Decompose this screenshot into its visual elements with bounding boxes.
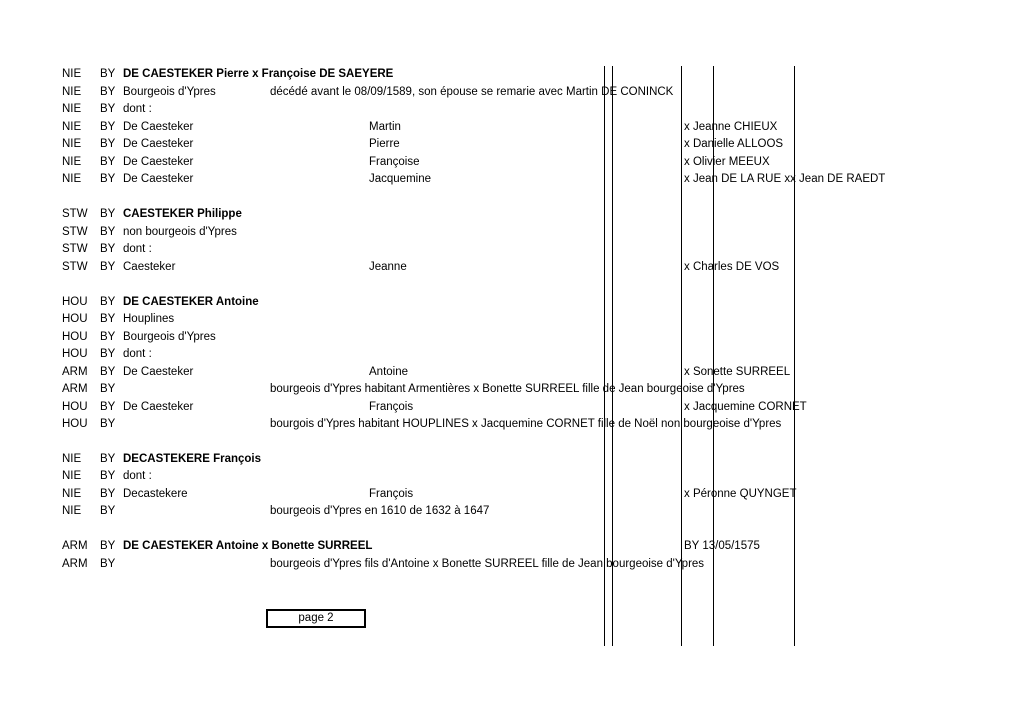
record-spouse: BY 13/05/1575 — [684, 540, 760, 552]
record-row — [0, 346, 1024, 363]
record-by: BY — [100, 558, 116, 570]
record-row — [0, 538, 1024, 555]
record-name: dont : — [123, 243, 152, 255]
record-first-name: Pierre — [369, 138, 400, 150]
record-by: BY — [100, 173, 116, 185]
record-code: NIE — [62, 453, 82, 465]
record-name: non bourgeois d'Ypres — [123, 226, 237, 238]
record-spouse: x Olivier MEEUX — [684, 156, 770, 168]
record-first-name: François — [369, 401, 414, 413]
record-by: BY — [100, 226, 116, 238]
record-code: HOU — [62, 331, 88, 343]
record-code: HOU — [62, 313, 88, 325]
record-code: NIE — [62, 121, 82, 133]
record-by: BY — [100, 296, 116, 308]
record-spouse: x Péronne QUYNGET — [684, 488, 797, 500]
record-first-name: Antoine — [369, 366, 409, 378]
record-first-name: Martin — [369, 121, 401, 133]
record-by: BY — [100, 68, 116, 80]
record-name: DECASTEKERE François — [123, 453, 262, 465]
record-row — [0, 381, 1024, 398]
record-code: NIE — [62, 505, 82, 517]
record-by: BY — [100, 331, 116, 343]
record-by: BY — [100, 401, 116, 413]
record-code: NIE — [62, 86, 82, 98]
record-code: HOU — [62, 401, 88, 413]
record-name: Bourgeois d'Ypres — [123, 86, 216, 98]
record-name: De Caesteker — [123, 121, 194, 133]
record-name: dont : — [123, 470, 152, 482]
record-code: ARM — [62, 540, 88, 552]
record-row — [0, 329, 1024, 346]
record-note: décédé avant le 08/09/1589, son épouse se remarie avec Martin DE CONINCK — [270, 86, 674, 98]
record-by: BY — [100, 366, 116, 378]
record-code: ARM — [62, 383, 88, 395]
record-spouse: x Danielle ALLOOS — [684, 138, 784, 150]
record-by: BY — [100, 243, 116, 255]
record-name: dont : — [123, 103, 152, 115]
record-name: CAESTEKER Philippe — [123, 208, 242, 220]
record-by: BY — [100, 348, 116, 360]
record-row — [0, 311, 1024, 328]
record-by: BY — [100, 418, 116, 430]
record-row — [0, 503, 1024, 520]
record-name: Caesteker — [123, 261, 176, 273]
record-row — [0, 171, 1024, 188]
record-note: bourgois d'Ypres habitant HOUPLINES x Jacquemine CORNET fille de Noël non bourgeoise d'Ypres — [270, 418, 782, 430]
record-spouse: x Jacquemine CORNET — [684, 401, 807, 413]
record-by: BY — [100, 103, 116, 115]
record-by: BY — [100, 86, 116, 98]
record-by: BY — [100, 488, 116, 500]
record-code: NIE — [62, 173, 82, 185]
record-note: bourgeois d'Ypres fils d'Antoine x Bonette SURREEL fille de Jean bourgeoise d'Ypres — [270, 558, 705, 570]
record-code: NIE — [62, 470, 82, 482]
record-first-name: Jeanne — [369, 261, 407, 273]
record-code: HOU — [62, 348, 88, 360]
record-by: BY — [100, 156, 116, 168]
record-name: Decastekere — [123, 488, 188, 500]
record-code: STW — [62, 226, 88, 238]
page-number-box — [266, 609, 366, 628]
record-code: ARM — [62, 558, 88, 570]
record-code: STW — [62, 243, 88, 255]
record-name: DE CAESTEKER Antoine x Bonette SURREEL — [123, 540, 373, 552]
record-name: Bourgeois d'Ypres — [123, 331, 216, 343]
record-by: BY — [100, 470, 116, 482]
record-row — [0, 294, 1024, 311]
record-by: BY — [100, 453, 116, 465]
record-code: STW — [62, 208, 88, 220]
record-row — [0, 101, 1024, 118]
record-by: BY — [100, 138, 116, 150]
record-code: HOU — [62, 296, 88, 308]
record-spouse: x Sonette SURREEL — [684, 366, 791, 378]
record-row — [0, 399, 1024, 416]
record-name: Houplines — [123, 313, 175, 325]
record-row — [0, 206, 1024, 223]
record-name: De Caesteker — [123, 173, 194, 185]
record-by: BY — [100, 121, 116, 133]
record-code: NIE — [62, 156, 82, 168]
record-note: bourgeois d'Ypres en 1610 de 1632 à 1647 — [270, 505, 490, 517]
record-name: DE CAESTEKER Antoine — [123, 296, 259, 308]
record-by: BY — [100, 261, 116, 273]
record-row — [0, 241, 1024, 258]
record-row — [0, 468, 1024, 485]
record-code: ARM — [62, 366, 88, 378]
record-spouse: x Jeanne CHIEUX — [684, 121, 778, 133]
record-code: NIE — [62, 488, 82, 500]
record-row — [0, 259, 1024, 276]
record-row — [0, 136, 1024, 153]
record-code: HOU — [62, 418, 88, 430]
record-name: dont : — [123, 348, 152, 360]
record-row — [0, 556, 1024, 573]
record-code: NIE — [62, 68, 82, 80]
record-first-name: Jacquemine — [369, 173, 432, 185]
record-first-name: Françoise — [369, 156, 420, 168]
record-name: DE CAESTEKER Pierre x Françoise DE SAEYERE — [123, 68, 394, 80]
record-row — [0, 119, 1024, 136]
record-row — [0, 364, 1024, 381]
record-spouse: x Charles DE VOS — [684, 261, 780, 273]
record-row — [0, 416, 1024, 433]
record-row — [0, 486, 1024, 503]
record-by: BY — [100, 383, 116, 395]
record-spouse: x Jean DE LA RUE xx Jean DE RAEDT — [684, 173, 886, 185]
record-row — [0, 224, 1024, 241]
record-first-name: François — [369, 488, 414, 500]
record-code: NIE — [62, 138, 82, 150]
record-row — [0, 84, 1024, 101]
record-row — [0, 66, 1024, 83]
record-row — [0, 154, 1024, 171]
record-by: BY — [100, 208, 116, 220]
record-code: STW — [62, 261, 88, 273]
record-by: BY — [100, 313, 116, 325]
record-code: NIE — [62, 103, 82, 115]
record-by: BY — [100, 540, 116, 552]
record-note: bourgeois d'Ypres habitant Armentières x Bonette SURREEL fille de Jean bourgeoise d'Ypres — [270, 383, 745, 395]
record-name: De Caesteker — [123, 156, 194, 168]
page-number-label: page 2 — [298, 612, 334, 624]
record-name: De Caesteker — [123, 138, 194, 150]
record-name: De Caesteker — [123, 401, 194, 413]
record-by: BY — [100, 505, 116, 517]
record-name: De Caesteker — [123, 366, 194, 378]
record-row — [0, 451, 1024, 468]
